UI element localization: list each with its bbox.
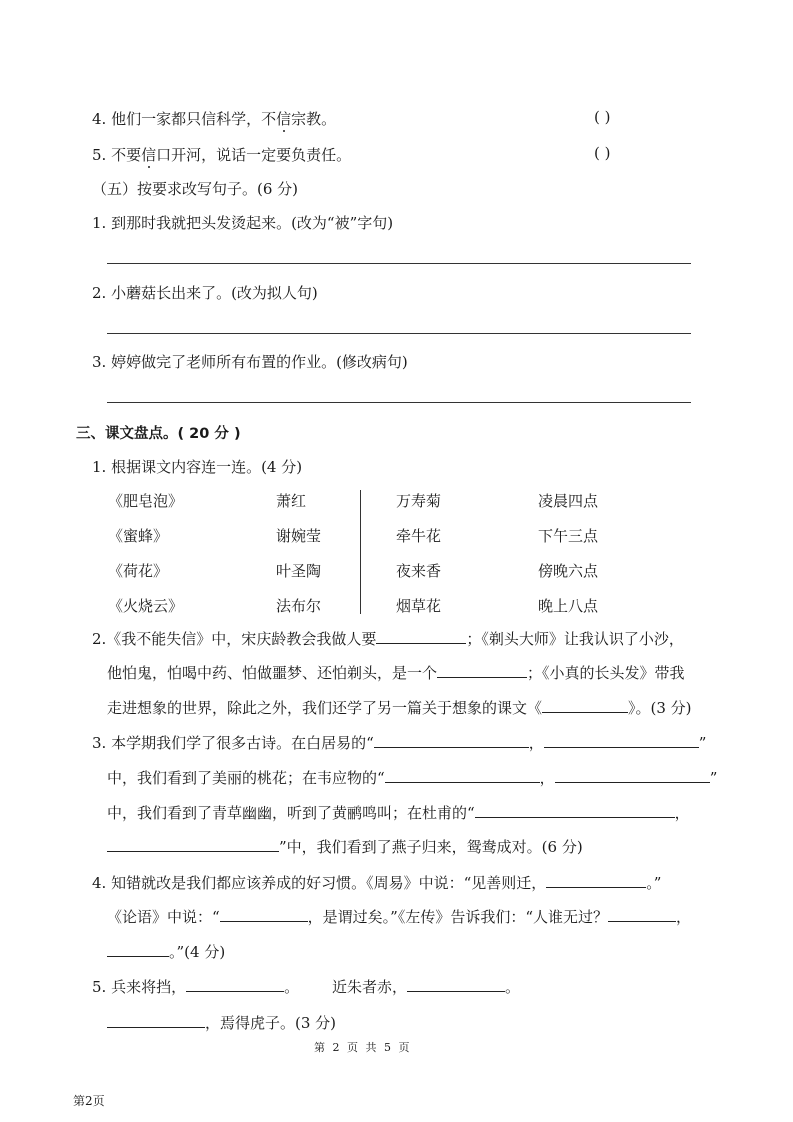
question-text: ，: [676, 908, 692, 926]
dotted-char: 信: [276, 110, 292, 128]
match-col-times: [538, 490, 598, 630]
q5-line-2: [107, 1012, 336, 1033]
q4-line-2: [107, 906, 691, 927]
fill-blank[interactable]: [107, 942, 169, 957]
question-text: 近朱者赤，: [332, 978, 408, 996]
q3-line-3: [107, 802, 690, 823]
fill-blank[interactable]: [186, 977, 284, 992]
answer-bracket[interactable]: ( ): [594, 144, 611, 162]
question-text: 走进想象的世界，除此之外，我们还学了另一篇关于想象的课文《: [107, 699, 543, 717]
q3-line-1: [92, 732, 706, 753]
matching-prompt: 1. 根据课文内容连一连。(4 分): [92, 458, 303, 476]
question-text: 。: [284, 978, 300, 996]
judge-item-text: 宗教。: [291, 110, 337, 128]
match-item[interactable]: 《肥皂泡》: [108, 492, 184, 510]
fill-blank[interactable]: [542, 698, 628, 713]
match-item[interactable]: 牵牛花: [396, 527, 442, 545]
question-text: ，: [528, 734, 544, 752]
match-col-flowers: [396, 490, 441, 630]
match-item[interactable]: 傍晚六点: [538, 562, 599, 580]
match-item[interactable]: 谢婉莹: [276, 527, 322, 545]
question-text: ”: [698, 734, 707, 752]
fill-blank[interactable]: [437, 663, 527, 678]
fill-blank[interactable]: [220, 907, 308, 922]
match-item[interactable]: 萧红: [276, 492, 307, 510]
match-item[interactable]: 《蜜蜂》: [108, 527, 169, 545]
section3-title: 三、课文盘点。( 20 分 ): [76, 426, 241, 442]
match-item[interactable]: 烟草花: [396, 597, 442, 615]
match-item[interactable]: 万寿菊: [396, 492, 442, 510]
page-number-center: 第 2 页 共 5 页: [314, 1041, 412, 1054]
answer-line[interactable]: [107, 333, 691, 334]
answer-line[interactable]: [107, 402, 691, 403]
judge-item-5: [92, 144, 351, 165]
q3-line-4: [107, 836, 583, 857]
fill-blank[interactable]: [544, 733, 699, 748]
judge-item-text: 口开河，说话一定要负责任。: [156, 146, 352, 164]
rewrite-item-3: 3. 婷婷做完了老师所有布置的作业。(修改病句): [92, 353, 408, 371]
rewrite-item-1: 1. 到那时我就把头发烫起来。(改为“被”字句): [92, 214, 394, 232]
question-text: 。”(4 分): [169, 943, 226, 961]
fill-blank[interactable]: [608, 907, 676, 922]
match-item[interactable]: 夜来香: [396, 562, 442, 580]
fill-blank[interactable]: [407, 977, 505, 992]
q4-line-1: [92, 872, 661, 893]
q2-line-2: [107, 662, 685, 683]
question-text: 中，我们看到了青草幽幽，听到了黄鹂鸣叫；在杜甫的“: [107, 804, 475, 822]
page-number-left: 第2页: [73, 1094, 105, 1108]
q5-line-1: [92, 976, 299, 997]
question-text: ，: [674, 804, 690, 822]
question-text: 》。(3 分): [628, 699, 692, 717]
fill-blank[interactable]: [107, 837, 279, 852]
answer-line[interactable]: [107, 263, 691, 264]
q4-line-3: [107, 941, 225, 962]
match-item[interactable]: 叶圣陶: [276, 562, 322, 580]
question-text: 5. 兵来将挡，: [92, 978, 187, 996]
fill-blank[interactable]: [376, 629, 466, 644]
judge-item-4: [92, 108, 336, 129]
match-item[interactable]: 法布尔: [276, 597, 322, 615]
column-divider: [360, 490, 361, 614]
question-text: ；《小真的长头发》带我: [527, 664, 685, 682]
question-text: 中，我们看到了美丽的桃花；在韦应物的“: [107, 769, 385, 787]
match-item[interactable]: 《荷花》: [108, 562, 169, 580]
judge-item-text: 5. 不要: [92, 146, 142, 164]
q3-line-2: [107, 767, 717, 788]
fill-blank[interactable]: [374, 733, 529, 748]
q2-line-3: [107, 697, 692, 718]
question-text: 2.《我不能失信》中，宋庆龄教会我做人要: [92, 630, 377, 648]
answer-bracket[interactable]: ( ): [594, 108, 611, 126]
question-text: ，: [539, 769, 555, 787]
question-text: 。: [505, 978, 521, 996]
question-text: 3. 本学期我们学了很多古诗。在白居易的“: [92, 734, 374, 752]
fill-blank[interactable]: [385, 768, 540, 783]
question-text: 他怕鬼，怕喝中药、怕做噩梦、还怕剃头，是一个: [107, 664, 438, 682]
match-item[interactable]: 下午三点: [538, 527, 599, 545]
section5-title: （五）按要求改写句子。(6 分): [92, 180, 299, 198]
match-col-titles: [108, 490, 183, 630]
fill-blank[interactable]: [546, 873, 646, 888]
rewrite-item-2: 2. 小蘑菇长出来了。(改为拟人句): [92, 284, 318, 302]
question-text: 《论语》中说：“: [107, 908, 220, 926]
question-text: ，焉得虎子。(3 分): [205, 1014, 337, 1032]
judge-item-text: 4. 他们一家都只信科学，不: [92, 110, 277, 128]
question-text: ；《剃头大师》让我认识了小沙，: [466, 630, 684, 648]
dotted-char: 信: [141, 146, 157, 164]
match-item[interactable]: 《火烧云》: [108, 597, 184, 615]
question-text: ”: [709, 769, 718, 787]
match-item[interactable]: 凌晨四点: [538, 492, 599, 510]
question-text: ，是谓过矣。”《左传》告诉我们：“人谁无过？: [307, 908, 609, 926]
question-text: 。”: [646, 874, 662, 892]
match-item[interactable]: 晚上八点: [538, 597, 599, 615]
q5-line-1b: [332, 976, 520, 997]
q2-line-1: [92, 628, 684, 649]
fill-blank[interactable]: [555, 768, 710, 783]
question-text: 4. 知错就改是我们都应该养成的好习惯。《周易》中说：“见善则迁，: [92, 874, 547, 892]
fill-blank[interactable]: [107, 1013, 205, 1028]
fill-blank[interactable]: [475, 803, 675, 818]
match-col-authors: [276, 490, 321, 630]
question-text: ”中，我们看到了燕子归来，鸳鸯成对。(6 分): [279, 838, 583, 856]
